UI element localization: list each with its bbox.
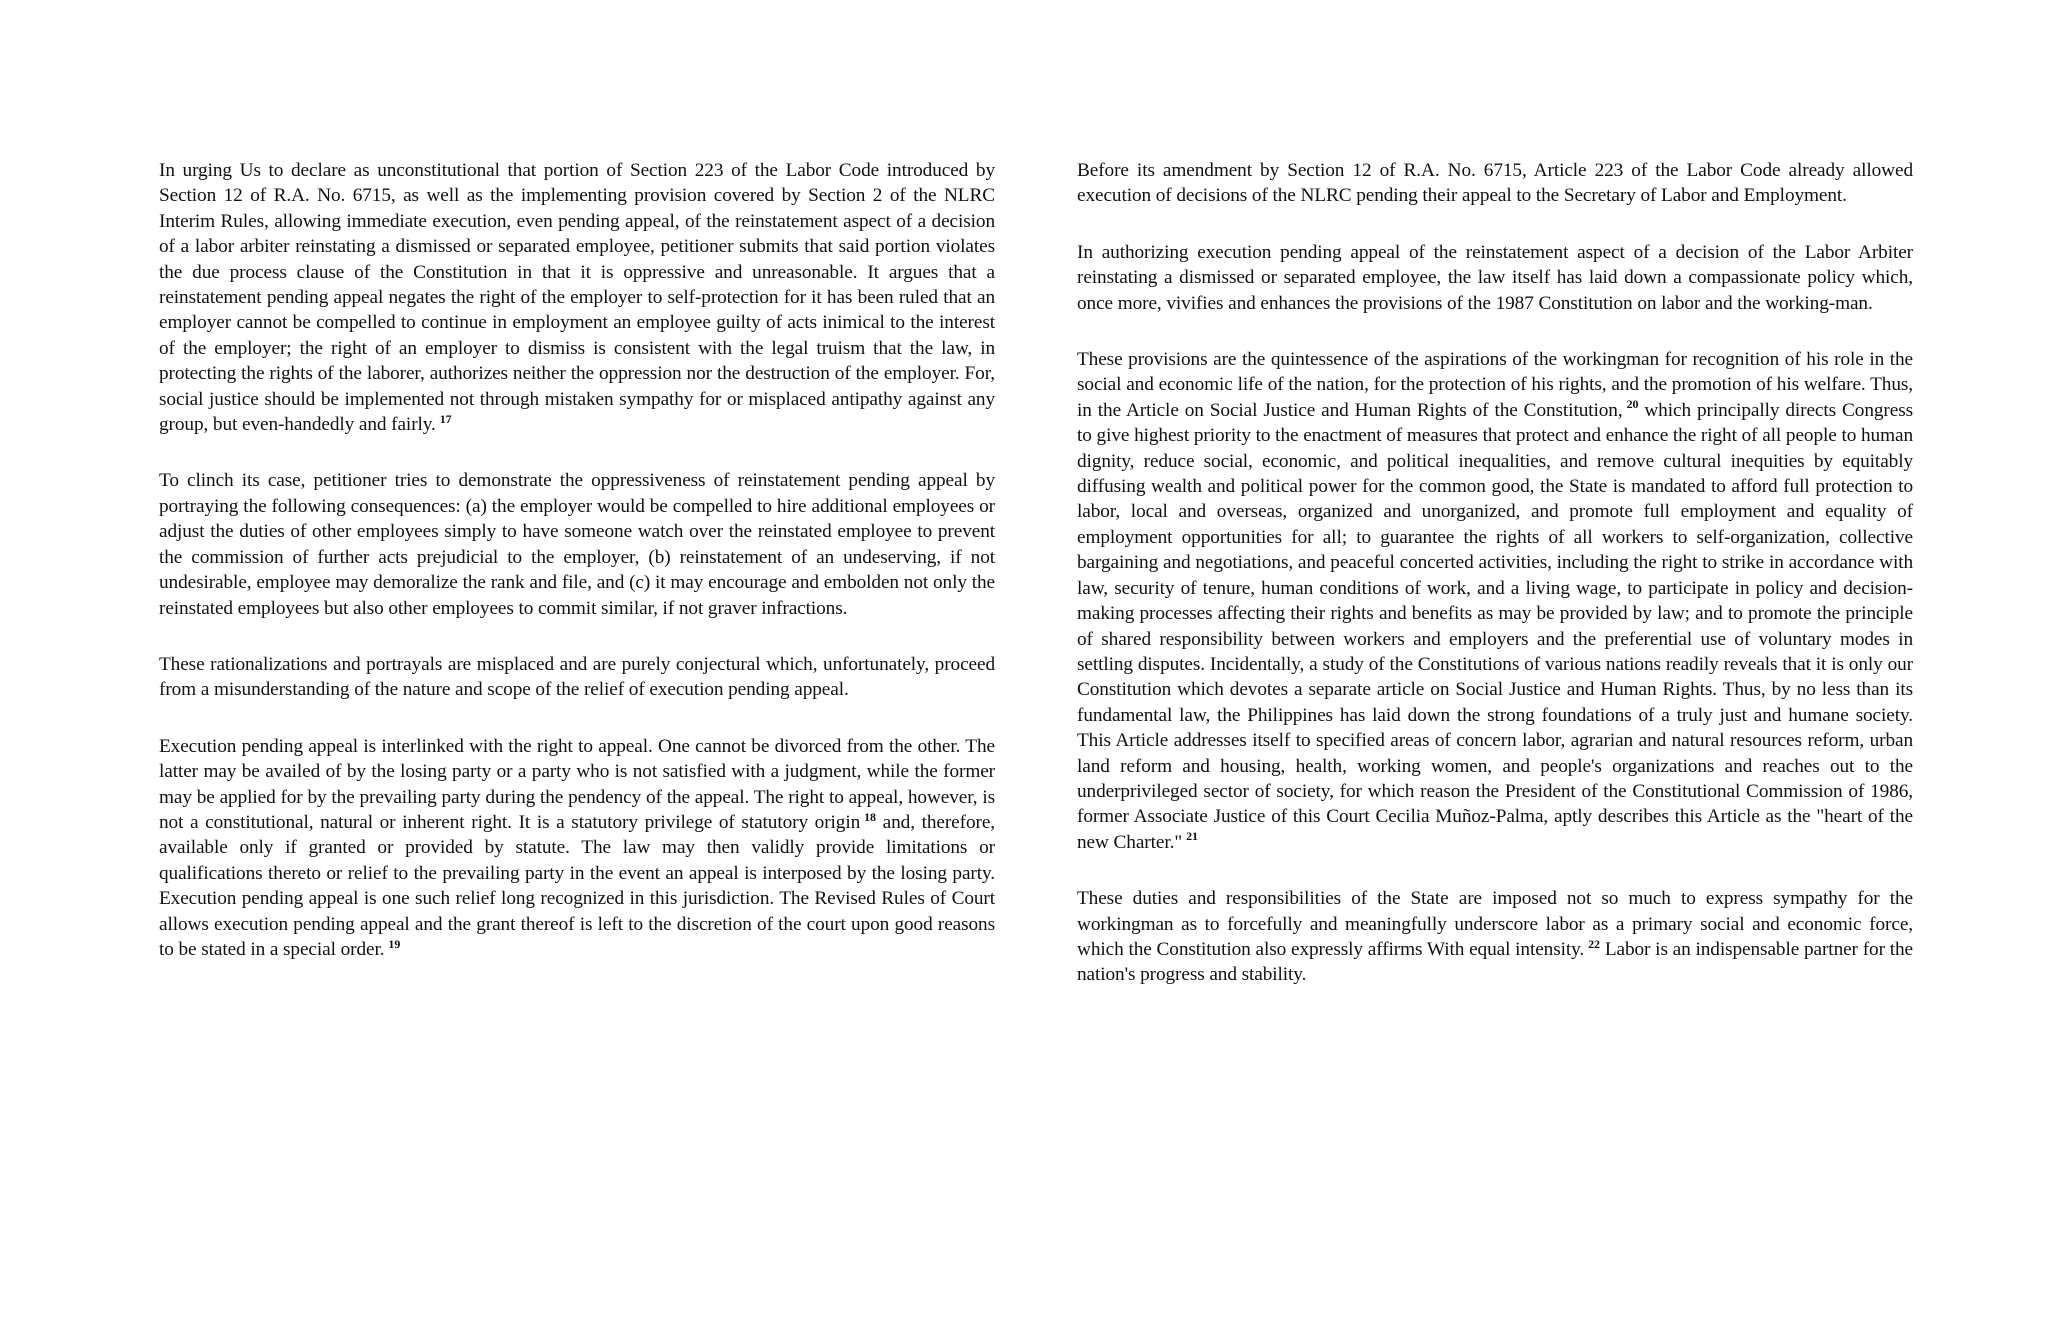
footnote-ref-21[interactable]: 21 (1186, 829, 1198, 844)
paragraph-duties-responsibilities (1077, 886, 1913, 988)
paragraph-text: These rationalizations and portrayals are misplaced and are purely conjectural which, unfortunately, proceed from a misunderstanding of the nature and scope of the relief of execution pending appeal. (159, 653, 995, 701)
paragraph-oppressiveness (159, 468, 995, 620)
paragraph-text: Before its amendment by Section 12 of R.A. No. 6715, Article 223 of the Labor Code already allowed execution of decisions of the NLRC pending their appeal to the Secretary of Labor and Employment. (1077, 160, 1913, 207)
paragraph-text: In urging Us to declare as unconstitutional that portion of Section 223 of the Labor Code introduced by Section 12 of R.A. No. 6715, as well as the implementing provision covered by Section 2 of the NLRC Interim Rules, allowing immediate execution, even pending appeal, of the reinstatement aspect of a decision of a labor arbiter reinstating a dismissed or separated employee, petitioner submits that said portion violates the due process clause of the Constitution in that it is oppressive and unreasonable. It argues that a reinstatement pending appeal negates the right of the employer to self-protection for it has been ruled that an employer cannot be compelled to continue in employment an employee guilty of acts inimical to the interest of the employer; the right of an employer to dismiss is consistent with the legal truism that the law, in protecting the rights of the laborer, authorizes neither the oppression nor the destruction of the employer. For, social justice should be implemented not through mistaken sympathy for or misplaced antipathy against any group, but even-handedly and fairly. (159, 160, 995, 436)
right-column (1077, 158, 1913, 1019)
paragraph-text: Execution pending appeal is interlinked with the right to appeal. One cannot be divorced from the other. The latter may be availed of by the losing party or a party who is not satisfied with a judgment, while the former may be applied for by the prevailing party during the pendency of the appeal. The right to appeal, however, is not a constitutional, natural or inherent right. It is a statutory privilege of statutory origin (159, 735, 995, 833)
paragraph-text: These duties and responsibilities of the State are imposed not so much to express sympathy for the workingman as to forcefully and meaningfully underscore labor as a primary social and economic force, which the Constitution also expressly affirms With equal intensity. (1077, 888, 1913, 960)
paragraph-authorizing-execution (1077, 240, 1913, 316)
paragraph-text: which principally directs Congress to give highest priority to the enactment of measures that protect and enhance the right of all people to human dignity, reduce social, economic, and political inequalities, and remove cultural inequities by equitably diffusing wealth and political power for the common good, the State is mandated to afford full protection to labor, local and overseas, organized and unorganized, and promote full employment and equality of employment opportunities for all; to guarantee the rights of all workers to self-organization, collective bargaining and negotiations, and peaceful concerted activities, including the right to strike in accordance with law, security of tenure, human conditions of work, and a living wage, to participate in policy and decision-making processes affecting their rights and benefits as may be provided by law; and to promote the principle of shared responsibility between workers and employers and the preferential use of voluntary modes in settling disputes. Incidentally, a study of the Constitutions of various nations readily reveals that it is only our Constitution which devotes a separate article on Social Justice and Human Rights. Thus, by no less than its fundamental law, the Philippines has laid down the strong foundations of a truly just and humane society. This Article addresses itself to specified areas of concern labor, agrarian and natural resources reform, urban land reform and housing, health, working women, and people's organizations and reaches out to the underprivileged sector of society, for which reason the President of the Constitutional Commission of 1986, former Associate Justice of this Court Cecilia Muñoz-Palma, aptly describes this Article as the "heart of the new Charter." (1077, 399, 1913, 853)
paragraph-text: Labor is an indispensable partner for the nation's progress and stability. (1077, 938, 1913, 986)
paragraph-text: and, therefore, available only if granted or provided by statute. The law may then validly provide limitations or qualifications thereto or relief to the prevailing party in the event an appeal is interposed by the losing party. Execution pending appeal is one such relief long recognized in this jurisdiction. The Revised Rules of Court allows execution pending appeal and the grant thereof is left to the discretion of the court upon good reasons to be stated in a special order. (159, 811, 995, 960)
paragraph-quintessence (1077, 347, 1913, 855)
footnote-ref-17[interactable]: 17 (439, 411, 452, 426)
paragraph-rationalizations (159, 652, 995, 703)
paragraph-text: To clinch its case, petitioner tries to demonstrate the oppressiveness of reinstatement pending appeal by portraying the following consequences: (a) the employer would be compelled to hire additional employees or adjust the duties of other employees simply to have someone watch over the reinstated employee to prevent the commission of further acts prejudicial to the employer, (b) reinstatement of an undeserving, if not undesirable, employee may demoralize the rank and file, and (c) it may encourage and embolden not only the reinstated employees but also other employees to commit similar, if not graver infractions. (159, 470, 995, 619)
paragraph-text: These provisions are the quintessence of the aspirations of the workingman for recognition of his role in the social and economic life of the nation, for the protection of his rights, and the promotion of his welfare. Thus, in the Article on Social Justice and Human Rights of the Constitution, (1077, 349, 1913, 421)
left-column (159, 158, 995, 993)
paragraph-petitioner-argument (159, 158, 995, 437)
footnote-ref-18[interactable]: 18 (864, 809, 876, 824)
footnote-ref-20[interactable]: 20 (1626, 397, 1639, 412)
footnote-ref-19[interactable]: 19 (388, 936, 401, 951)
footnote-ref-22[interactable]: 22 (1588, 936, 1600, 951)
paragraph-text: In authorizing execution pending appeal of the reinstatement aspect of a decision of the Labor Arbiter reinstating a dismissed or separated employee, the law itself has laid down a compassionate policy which, once more, vivifies and enhances the provisions of the 1987 Constitution on labor and the working-man. (1077, 241, 1913, 314)
paragraph-before-amendment (1077, 158, 1913, 209)
paragraph-execution-pending-appeal (159, 734, 995, 963)
